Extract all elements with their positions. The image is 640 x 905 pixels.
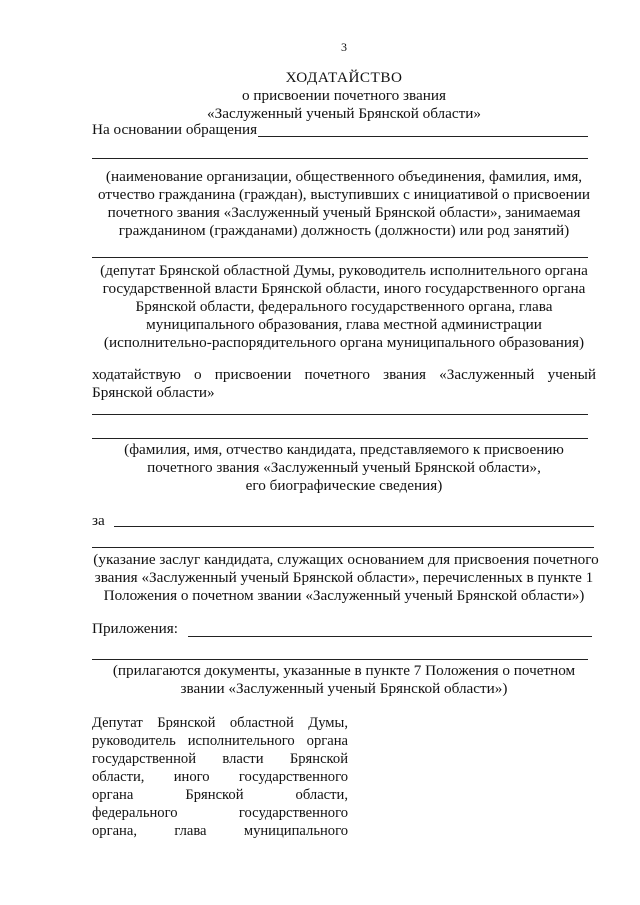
candidate-note-line-2: почетного звания «Заслуженный ученый Брянской области»,: [147, 459, 541, 476]
org-note-line-1: (наименование организации, общественного объединения, фамилия, имя,: [105, 168, 583, 185]
petition-line-1: ходатайствую о присвоении почетного звания «Заслуженный ученый: [92, 366, 596, 383]
basis-blank-line[interactable]: [258, 136, 588, 137]
merits-blank-line-1[interactable]: [114, 526, 594, 527]
attachments-blank-line-1[interactable]: [188, 636, 592, 637]
org-note-line-3: почетного звания «Заслуженный ученый Брянской области», занимаемая: [107, 204, 581, 221]
merits-blank-line-2[interactable]: [92, 547, 594, 548]
merits-note-line-2: звания «Заслуженный ученый Брянской области», перечисленных в пункте 1: [94, 569, 594, 586]
candidate-blank-line-1[interactable]: [92, 414, 588, 415]
page-number: 3: [341, 40, 347, 54]
document-subtitle-2: «Заслуженный ученый Брянской области»: [207, 105, 481, 122]
attachments-note-line-1: (прилагаются документы, указанные в пункте 7 Положения о почетном: [112, 662, 576, 679]
for-label: за: [92, 512, 105, 529]
official-note-line-3: Брянской области, федерального государственного органа, глава: [135, 298, 553, 315]
official-note-line-2: государственной власти Брянской области, иного государственного органа: [102, 280, 586, 297]
attachments-label: Приложения:: [92, 620, 178, 637]
org-note-line-2: отчество гражданина (граждан), выступивших с инициативой о присвоении: [97, 186, 591, 203]
official-blank-line[interactable]: [92, 257, 588, 258]
signature-line-2: руководитель исполнительного органа: [92, 733, 348, 749]
signature-line-4: области, иного государственного: [92, 769, 348, 785]
document-subtitle-1: о присвоении почетного звания: [241, 87, 446, 104]
candidate-blank-line-2[interactable]: [92, 438, 588, 439]
merits-note-line-3: Положения о почетном звании «Заслуженный ученый Брянской области»): [103, 587, 585, 604]
merits-note-line-1: (указание заслуг кандидата, служащих основанием для присвоения почетного: [93, 551, 599, 568]
candidate-note-line-1: (фамилия, имя, отчество кандидата, представляемого к присвоению: [124, 441, 564, 458]
official-note-line-1: (депутат Брянской областной Думы, руководитель исполнительного органа: [100, 262, 588, 279]
official-note-line-5: (исполнительно-распорядительного органа муниципального образования): [103, 334, 585, 351]
petition-line-2: Брянской области»: [92, 384, 215, 401]
document-title: ХОДАТАЙСТВО: [285, 69, 403, 86]
org-note-line-4: гражданином (гражданами) должность (должности) или род занятий): [118, 222, 570, 239]
signature-line-3: государственной власти Брянской: [92, 751, 348, 767]
basis-label: На основании обращения: [92, 121, 258, 138]
signature-line-5: органа Брянской области,: [92, 787, 348, 803]
candidate-note-line-3: его биографические сведения): [245, 477, 443, 494]
attachments-blank-line-2[interactable]: [92, 659, 588, 660]
basis-blank-line-2[interactable]: [92, 158, 588, 159]
signature-line-7: органа, глава муниципального: [92, 823, 348, 839]
official-note-line-4: муниципального образования, глава местной администрации: [146, 316, 542, 333]
signature-line-6: федерального государственного: [92, 805, 348, 821]
attachments-note-line-2: звании «Заслуженный ученый Брянской области»): [180, 680, 508, 697]
signature-line-1: Депутат Брянской областной Думы,: [92, 715, 348, 731]
